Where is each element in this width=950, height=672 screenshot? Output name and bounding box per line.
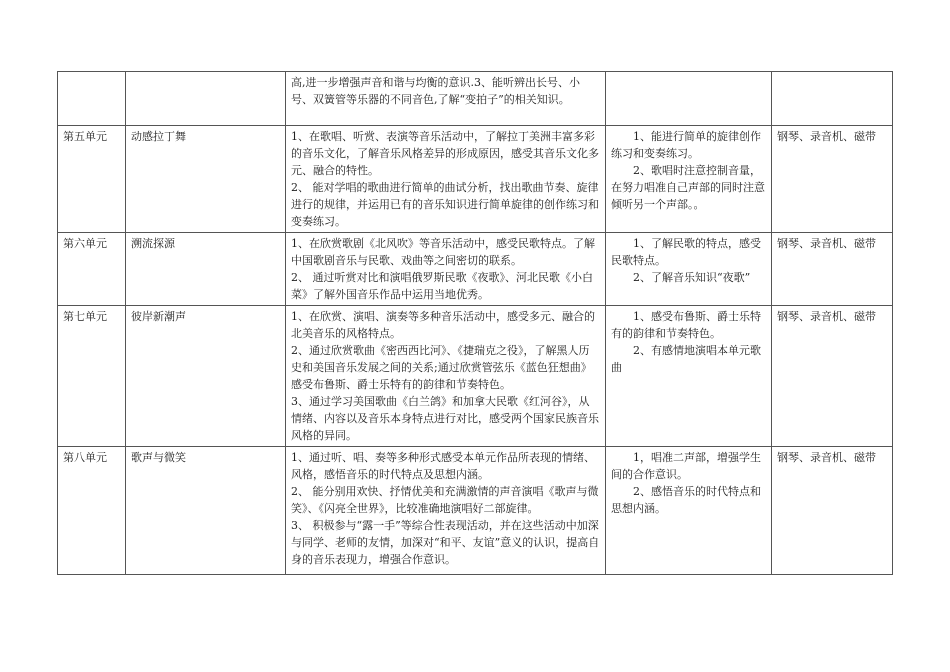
- goal-item: 1、在歌唱、听赏、表演等音乐活动中，了解拉丁美洲丰富多彩的音乐文化，了解音乐风格差异的形成原因，感受其音乐文化多元、融合的特性。: [291, 130, 599, 177]
- teaching-goals-cell: [286, 306, 606, 447]
- key-points-cell: [606, 72, 772, 126]
- key-point-item: 1、能进行简单的旋律创作练习和变奏练习。: [611, 130, 761, 160]
- unit-name-cell: [126, 72, 286, 126]
- goal-item: 1、在欣赏歌剧《北风吹》等音乐活动中，感受民歌特点。了解中国歌剧音乐与民歌、戏曲等之间密切的联系。: [291, 237, 595, 267]
- unit-cell: 第七单元: [58, 306, 126, 447]
- unit-name-cell: 溯流探源: [126, 233, 286, 306]
- key-points-cell: [606, 126, 772, 233]
- key-points-cell: [606, 233, 772, 306]
- key-point-item: 1，唱准二声部，增强学生间的合作意识。: [611, 451, 761, 481]
- goal-item: 高,进一步增强声音和谐与均衡的意识.3、能听辨出长号、小号、双簧管等乐器的不同音色,了解“变拍子”的相关知识。: [291, 76, 580, 106]
- unit-name-cell: 彼岸新潮声: [126, 306, 286, 447]
- goal-item: 2、 能分别用欢快、抒情优美和充满激情的声音演唱《歌声与微笑》、《闪亮全世界》，比较准确地演唱好二部旋律。: [291, 485, 599, 515]
- key-points-cell: [606, 447, 772, 575]
- teaching-tools-cell: 钢琴、录音机、磁带: [772, 447, 893, 575]
- table-row: [58, 72, 893, 126]
- goal-item: 1、通过听、唱、奏等多种形式感受本单元作品所表现的情绪、风格，感悟音乐的时代特点及思想内涵。: [291, 451, 595, 481]
- table-body: [58, 72, 893, 575]
- teaching-goals-cell: [286, 126, 606, 233]
- key-point-item: 2、感悟音乐的时代特点和思想内涵。: [611, 485, 761, 515]
- key-point-item: 2、歌唱时注意控制音量，在努力唱准自己声部的同时注意倾听另一个声部。。: [611, 164, 765, 211]
- goal-item: 2、 能对学唱的歌曲进行简单的曲试分析，找出歌曲节奏、旋律进行的规律，并运用已有的音乐知识进行简单旋律的创作练习和变奏练习。: [291, 181, 599, 228]
- teaching-goals-cell: [286, 72, 606, 126]
- goal-item: 1、在欣赏、演唱、演奏等多种音乐活动中，感受多元、融合的北美音乐的风格特点。: [291, 310, 595, 340]
- unit-name-cell: 歌声与微笑: [126, 447, 286, 575]
- goal-item: 3、通过学习美国歌曲《白兰鸽》和加拿大民歌《红河谷》，从情绪、内容以及音乐本身特点进行对比，感受两个国家民族音乐风格的异同。: [291, 395, 599, 442]
- key-point-item: 1、感受布鲁斯、爵士乐特有的韵律和节奏特色。: [611, 310, 761, 340]
- table-row: [58, 126, 893, 233]
- table-row: [58, 306, 893, 447]
- table-row: [58, 233, 893, 306]
- teaching-goals-cell: [286, 447, 606, 575]
- goal-item: 3、 积极参与“露一手”等综合性表现活动，并在这些活动中加深与同学、老师的友情，加深对“和平、友谊”意义的认识，提高自身的音乐表现力，增强合作意识。: [291, 519, 600, 566]
- unit-cell: 第五单元: [58, 126, 126, 233]
- table-row: [58, 447, 893, 575]
- goal-item: 2、 通过听赏对比和演唱俄罗斯民歌《夜歌》、河北民歌《小白菜》了解外国音乐作品中运用当地优秀。: [291, 271, 593, 301]
- lesson-plan-table: [57, 71, 893, 575]
- key-point-item: 2、了解音乐知识“夜歌”: [633, 271, 751, 284]
- unit-name-cell: 动感拉丁舞: [126, 126, 286, 233]
- key-point-item: 1、了解民歌的特点，感受民歌特点。: [611, 237, 761, 267]
- teaching-goals-cell: [286, 233, 606, 306]
- teaching-tools-cell: 钢琴、录音机、磁带: [772, 233, 893, 306]
- unit-cell: 第六单元: [58, 233, 126, 306]
- unit-cell: [58, 72, 126, 126]
- teaching-tools-cell: 钢琴、录音机、磁带: [772, 126, 893, 233]
- key-points-cell: [606, 306, 772, 447]
- teaching-tools-cell: [772, 72, 893, 126]
- key-point-item: 2、有感情地演唱本单元歌曲: [611, 344, 761, 374]
- goal-item: 2、通过欣赏歌曲《密西西比河》、《捷瑞克之役》，了解黑人历史和美国音乐发展之间的关系;通过欣赏管弦乐《蓝色狂想曲》感受布鲁斯、爵士乐特有的韵律和节奏特色。: [291, 344, 592, 391]
- teaching-tools-cell: 钢琴、录音机、磁带: [772, 306, 893, 447]
- unit-cell: 第八单元: [58, 447, 126, 575]
